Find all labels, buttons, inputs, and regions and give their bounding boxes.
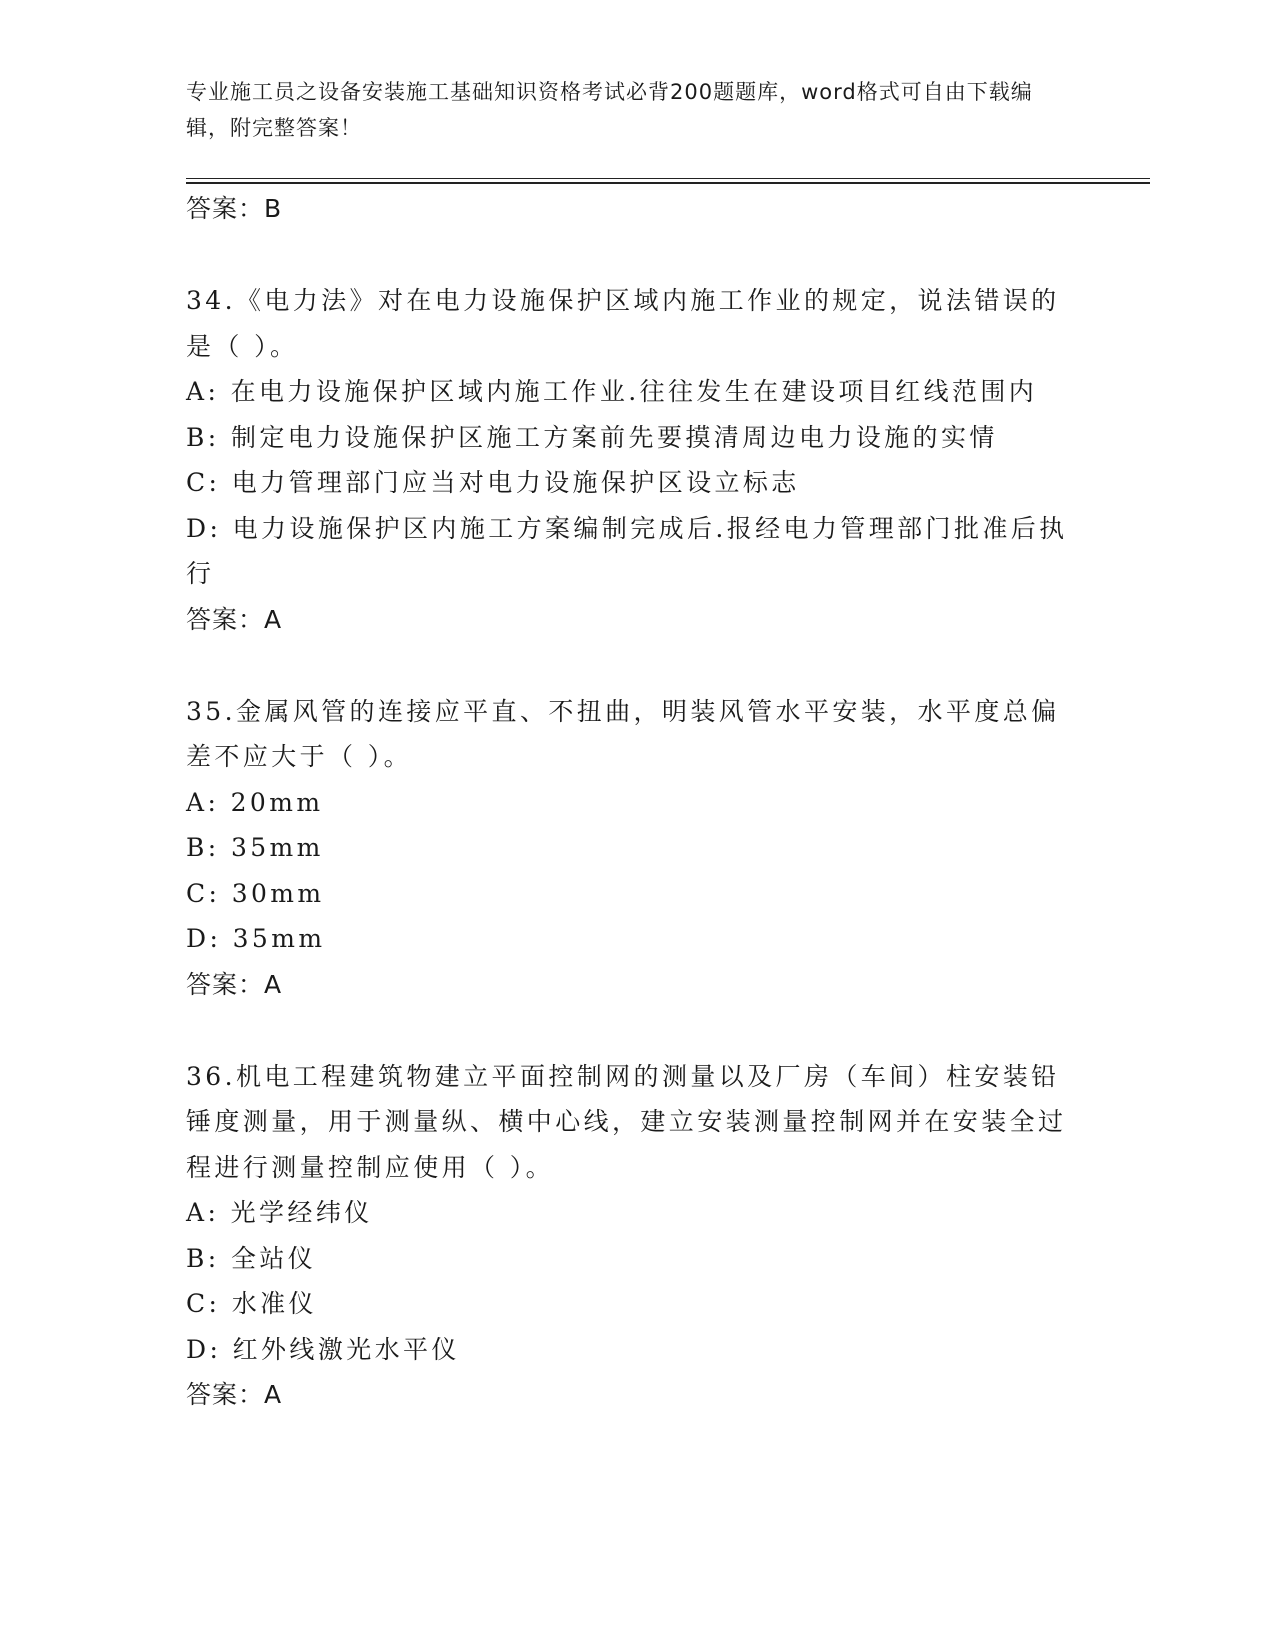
option-d: D: 红外线激光水平仪 [186, 1334, 460, 1364]
option-c: C: 30mm [186, 878, 325, 908]
option-a: A: 光学经纬仪 [186, 1198, 373, 1227]
question-stem: 35.金属风管的连接应平直、不扭曲，明装风管水平安装，水平度总偏差不应大于（ ）。 [186, 696, 1060, 771]
option-a: A: 在电力设施保护区域内施工作业.往往发生在建设项目红线范围内 [186, 377, 1038, 406]
answer: 答案：A [186, 969, 283, 999]
option-b: B: 全站仪 [186, 1243, 317, 1273]
answer: 答案：A [186, 604, 283, 634]
header-divider [186, 178, 1150, 179]
question-stem: 36.机电工程建筑物建立平面控制网的测量以及厂房（车间）柱安装铅锤度测量，用于测量纵、横中心线，建立安装测量控制网并在安装全过程进行测量控制应使用（ ）。 [186, 1061, 1067, 1182]
question-34 [186, 278, 1086, 643]
option-d: D: 35mm [186, 924, 326, 953]
option-b: B: 制定电力设施保护区施工方案前先要摸清周边电力设施的实情 [186, 422, 998, 452]
question-stem: 34.《电力法》对在电力设施保护区域内施工作业的规定，说法错误的是（ ）。 [186, 286, 1060, 361]
question-35 [186, 689, 1086, 1008]
option-c: C: 电力管理部门应当对电力设施保护区设立标志 [186, 468, 800, 497]
page-header: 专业施工员之设备安装施工基础知识资格考试必背200题题库，word格式可自由下载编辑，附完整答案！ [186, 80, 1033, 140]
document-body [186, 186, 1086, 1418]
answer: 答案：A [186, 1380, 283, 1409]
option-d: D: 电力设施保护区内施工方案编制完成后.报经电力管理部门批准后执行 [186, 513, 1068, 588]
answer-previous: 答案：B [186, 194, 283, 223]
option-b: B: 35mm [186, 833, 324, 862]
header-divider-thick [186, 182, 1150, 184]
question-36 [186, 1054, 1086, 1419]
option-a: A: 20mm [186, 787, 324, 817]
option-c: C: 水准仪 [186, 1289, 317, 1318]
